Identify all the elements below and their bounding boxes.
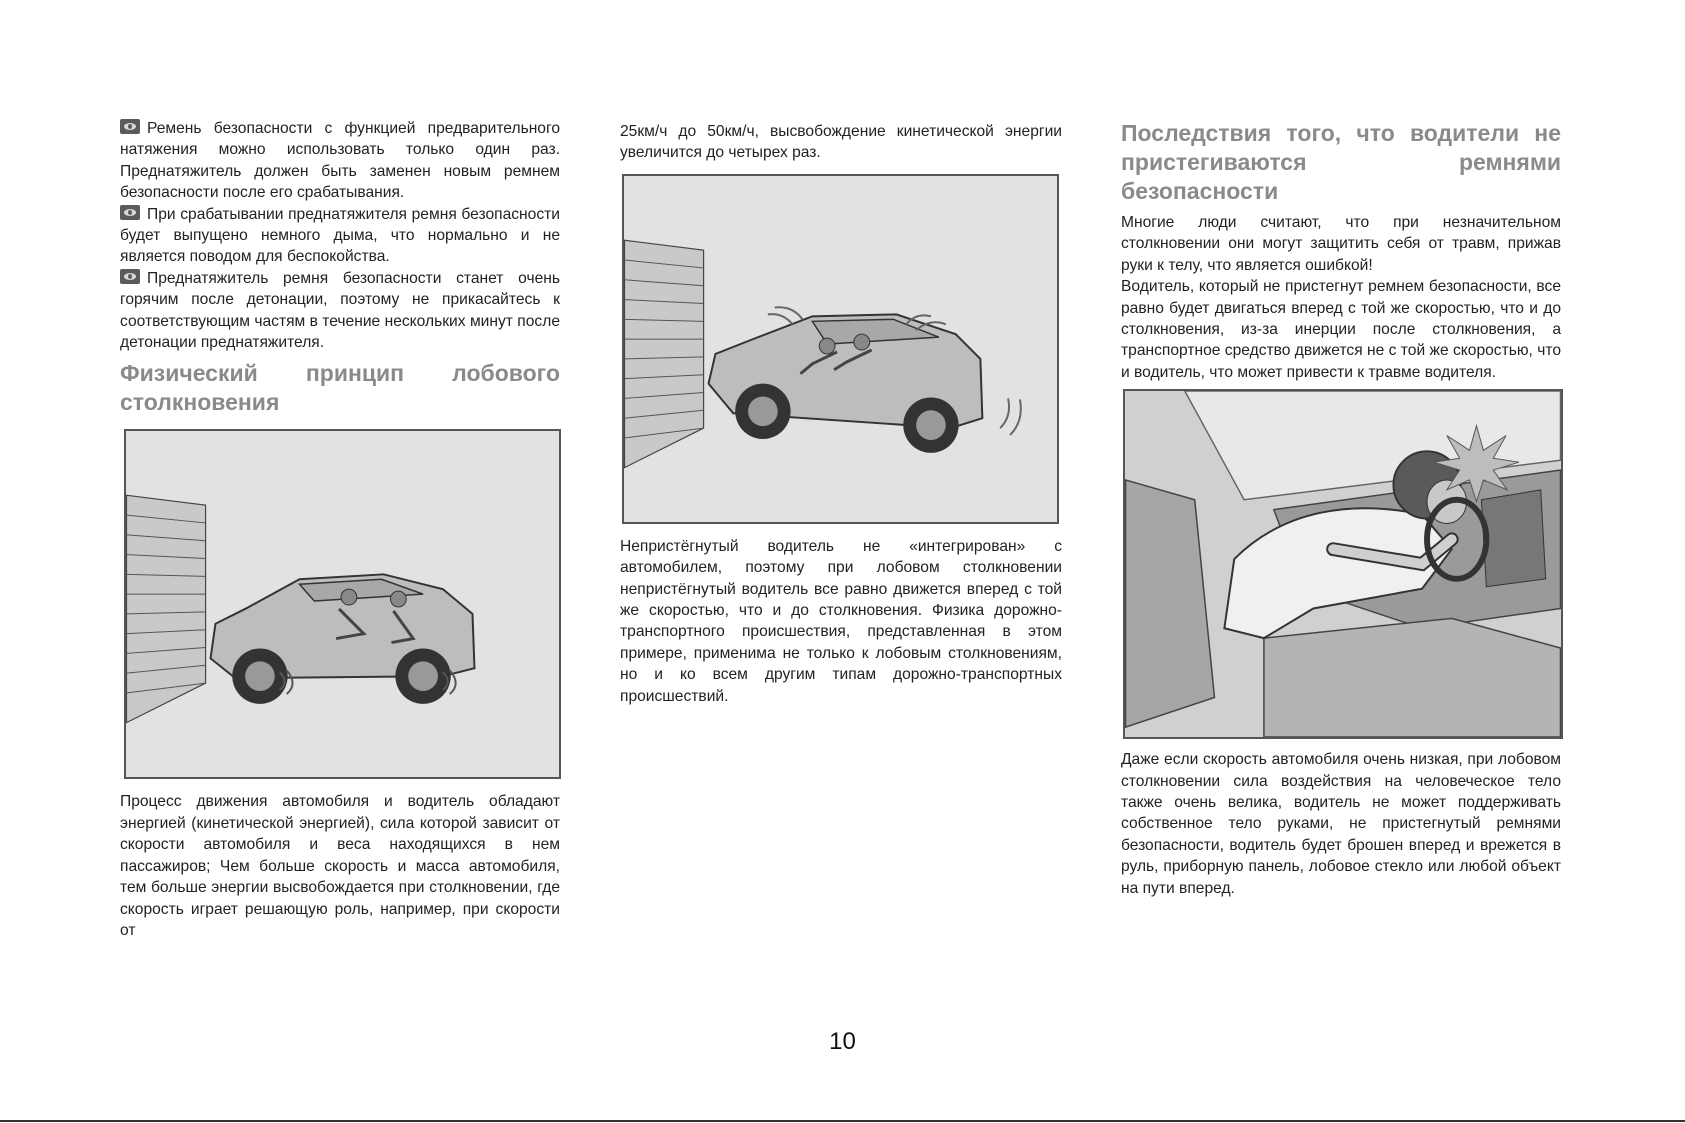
car-collision-belted-illustration bbox=[124, 429, 561, 779]
page-number: 10 bbox=[829, 1028, 856, 1055]
note-paragraph-1 bbox=[120, 118, 560, 204]
car-collision-unbelted-illustration bbox=[622, 174, 1059, 524]
note-text-2: При срабатывании преднатяжителя ремня безопасности будет выпущено немного дыма, что нормально и не является поводом для беспокойства. bbox=[120, 205, 560, 266]
note-paragraph-2 bbox=[120, 204, 560, 268]
section-heading-unbelted-consequences: Последствия того, что водители не пристегиваются ремнями безопасности bbox=[1121, 120, 1561, 204]
middle-column bbox=[620, 121, 1062, 707]
note-icon bbox=[120, 119, 140, 134]
section-heading-frontal-collision: Физический принцип лобового столкновения bbox=[120, 360, 560, 416]
driver-hitting-steering-wheel-illustration bbox=[1123, 389, 1563, 739]
note-text-3: Преднатяжитель ремня безопасности станет очень горячим после детонации, поэтому не прикасайтесь к соответствующим частям в течение нескольких минут после детонации преднатяжителя. bbox=[120, 269, 560, 352]
physics-paragraph: Процесс движения автомобиля и водитель обладают энергией (кинетической энергией), сила которой зависит от скорости автомобиля и веса находящихся в нем пассажиров; Чем больше скорость и масса автомобиля, тем больше энергии высвобождается при столкновении, где скорость играет решающую роль, например, при скорости от bbox=[120, 793, 560, 939]
low-speed-impact-paragraph: Даже если скорость автомобиля очень низкая, при лобовом столкновении сила воздействия на человеческое тело также очень велика, водитель не может поддерживать собственное тело руками, не пристегнутый ремнями безопасности, водитель будет брошен вперед и врежется в руль, приборную панель, лобовое стекло или любой объект на пути вперед. bbox=[1121, 751, 1561, 897]
note-icon bbox=[120, 205, 140, 220]
bottom-rule bbox=[0, 1120, 1685, 1122]
note-icon bbox=[120, 269, 140, 284]
energy-continuation-paragraph: 25км/ч до 50км/ч, высвобождение кинетической энергии увеличится до четырех раз. bbox=[620, 123, 1062, 162]
unbelted-driver-paragraph: Непристёгнутый водитель не «интегрирован» с автомобилем, поэтому при лобовом столкновении непристёгнутый водитель все равно движется вперед с той же скоростью, что и до столкновения. Физика дорожно-транспортного происшествия, представленная в этом примере, применима не только к лобовым столкновениям, но и ко всем другим типам дорожно-транспортных происшествий. bbox=[620, 537, 1062, 705]
note-text-1: Ремень безопасности с функцией предварительного натяжения можно использовать только один раз. Преднатяжитель должен быть заменен новым ремнем безопасности после его срабатывания. bbox=[120, 120, 560, 202]
right-column bbox=[1121, 119, 1561, 899]
note-paragraph-3 bbox=[120, 268, 560, 354]
misconception-paragraph: Многие люди считают, что при незначительном столкновении они могут защитить себя от травм, прижав руки к телу, что является ошибкой! bbox=[1121, 214, 1561, 274]
left-column bbox=[120, 118, 560, 941]
inertia-paragraph: Водитель, который не пристегнут ремнем безопасности, все равно будет двигаться вперед с той же скоростью, что и до столкновения, из-за инерции после столкновения, а транспортное средство движется не с той же скоростью, что и водитель, что может привести к травме водителя. bbox=[1121, 278, 1561, 381]
